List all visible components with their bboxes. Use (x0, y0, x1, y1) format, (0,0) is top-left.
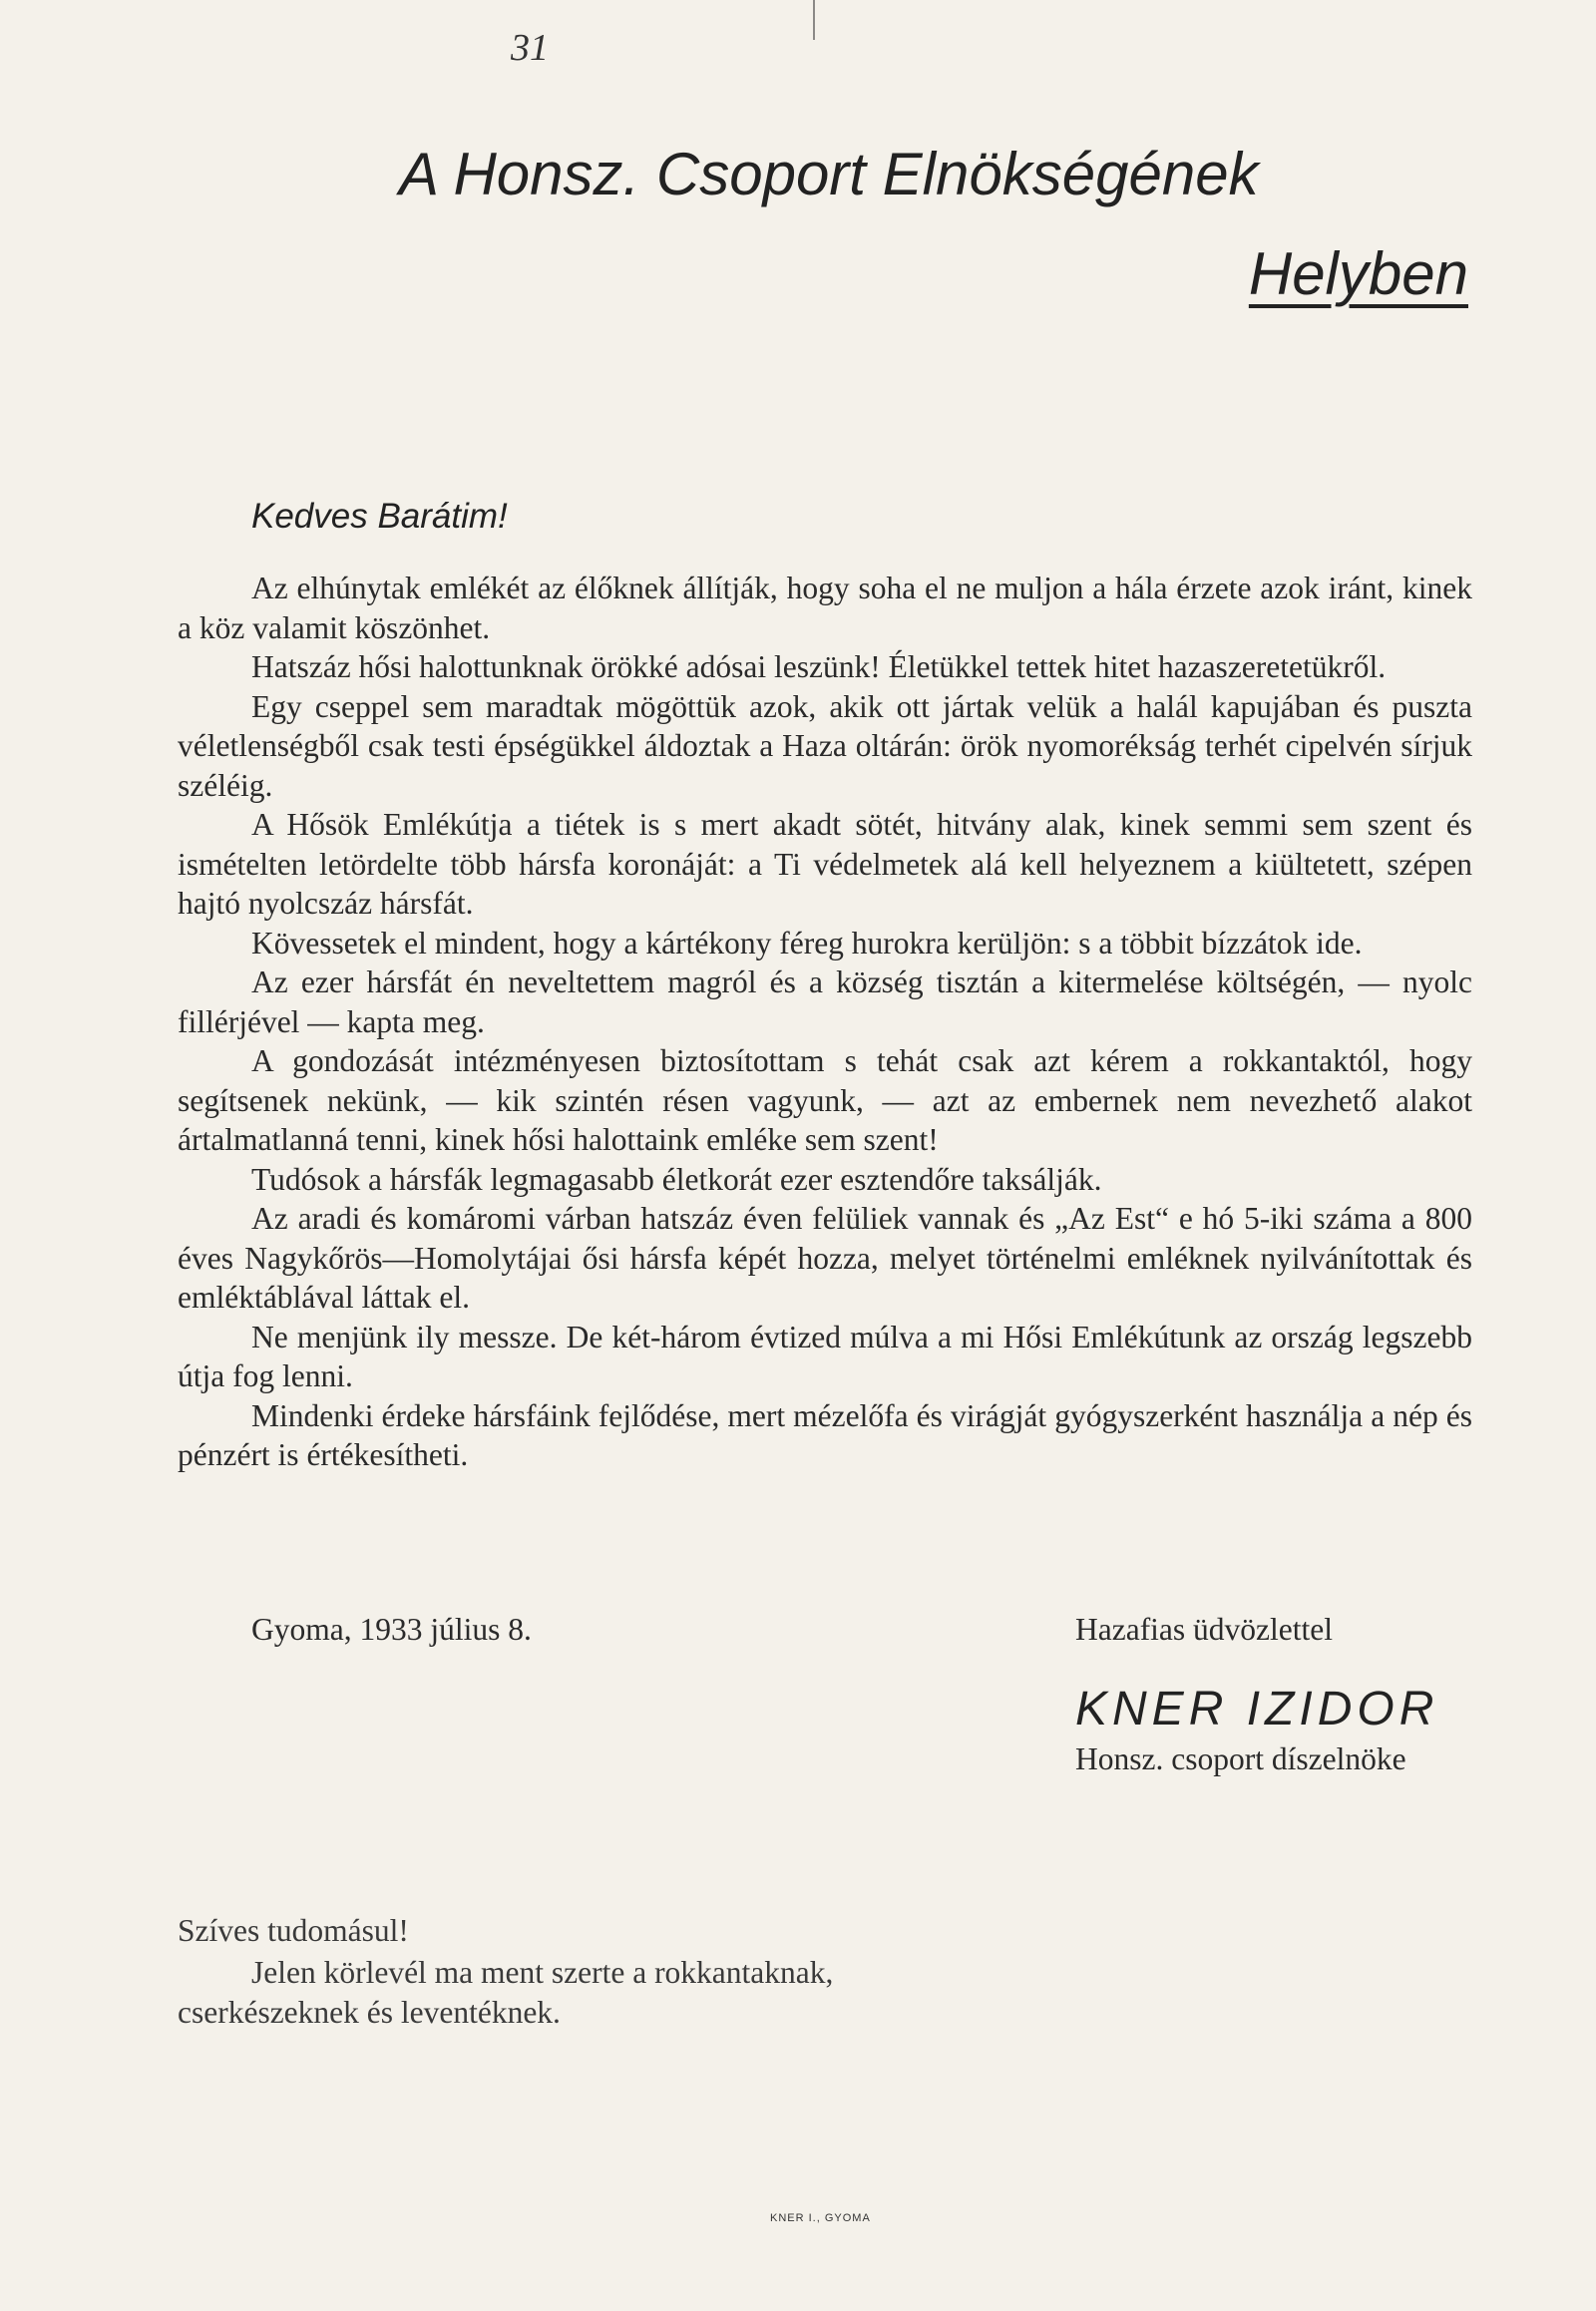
closing-salutation: Hazafias üdvözlettel (1075, 1612, 1333, 1647)
letter-title: A Honsz. Csoport Elnökségének (399, 141, 1259, 207)
paragraph: Az ezer hársfát én neveltettem magról és a község tisztán a kitermelése költségén, — nyolc fillérjével — kapta meg. (178, 964, 1472, 1039)
paragraph: Hatszáz hősi halottunknak örökké adósai leszünk! Életükkel tettek hitet hazaszeretetükről. (251, 649, 1387, 684)
letter-body (178, 569, 1472, 1475)
paragraph: Egy cseppel sem maradtak mögöttük azok, akik ott jártak velük a halál kapujában és puszta véletlenségből csak testi épségükkel áldoztak a Haza oltárán: örök nyomorékság terhét cipelvén sírjuk széléig. (178, 688, 1472, 803)
date-place: Gyoma, 1933 július 8. (251, 1612, 532, 1647)
paragraph: Az aradi és komáromi várban hatszáz éven felüliek vannak és „Az Est“ e hó 5-iki száma a 800 éves Nagykőrös—Homolytájai ősi hársfa képét hozza, melyet történelmi emléknek nyilvánítottak és emléktáblával láttak el. (178, 1201, 1472, 1315)
postscript-body (178, 1953, 836, 2032)
page-number-mark: 31 (511, 27, 549, 69)
letter-location: Helyben (1248, 240, 1468, 307)
postscript-heading: Szíves tudomásul! (178, 1913, 409, 1948)
postscript-text: Jelen körlevél ma ment szerte a rokkantaknak, cserkészeknek és leventéknek. (178, 1955, 834, 2030)
paragraph: Az elhúnytak emlékét az élőknek állítják, hogy soha el ne muljon a hála érzete azok iránt, kinek a köz valamit köszönhet. (178, 571, 1472, 645)
greeting: Kedves Barátim! (251, 497, 508, 536)
signature-title: Honsz. csoport díszelnöke (1075, 1741, 1406, 1776)
printer-imprint: KNER I., GYOMA (770, 2212, 871, 2224)
paragraph: Tudósok a hársfák legmagasabb életkorát ezer esztendőre taksálják. (251, 1161, 1102, 1197)
margin-mark (813, 0, 815, 40)
paragraph: Kövessetek el mindent, hogy a kártékony féreg hurokra kerüljön: s a többit bízzátok ide. (251, 925, 1363, 961)
signature-name: KNER IZIDOR (1075, 1683, 1439, 1735)
paragraph: Mindenki érdeke hársfáink fejlődése, mert mézelőfa és virágját gyógyszerként használja a nép és pénzért is értékesítheti. (178, 1397, 1472, 1472)
paragraph: Ne menjünk ily messze. De két-három évtized múlva a mi Hősi Emlékútunk az ország legszebb útja fog lenni. (178, 1319, 1472, 1393)
paragraph: A gondozását intézményesen biztosítottam s tehát csak azt kérem a rokkantaktól, hogy segítsenek nekünk, — kik szintén résen vagyunk, — azt az embernek nem nevezhető alakot ártalmatlanná tenni, kinek hősi halottaink emléke sem szent! (178, 1043, 1472, 1157)
paragraph: A Hősök Emlékútja a tiétek is s mert akadt sötét, hitvány alak, kinek semmi sem szent és ismételten letördelte több hársfa koronáját: a Ti védelmetek alá kell helyeznem a kiültetett, szépen hajtó nyolcszáz hársfát. (178, 807, 1472, 921)
